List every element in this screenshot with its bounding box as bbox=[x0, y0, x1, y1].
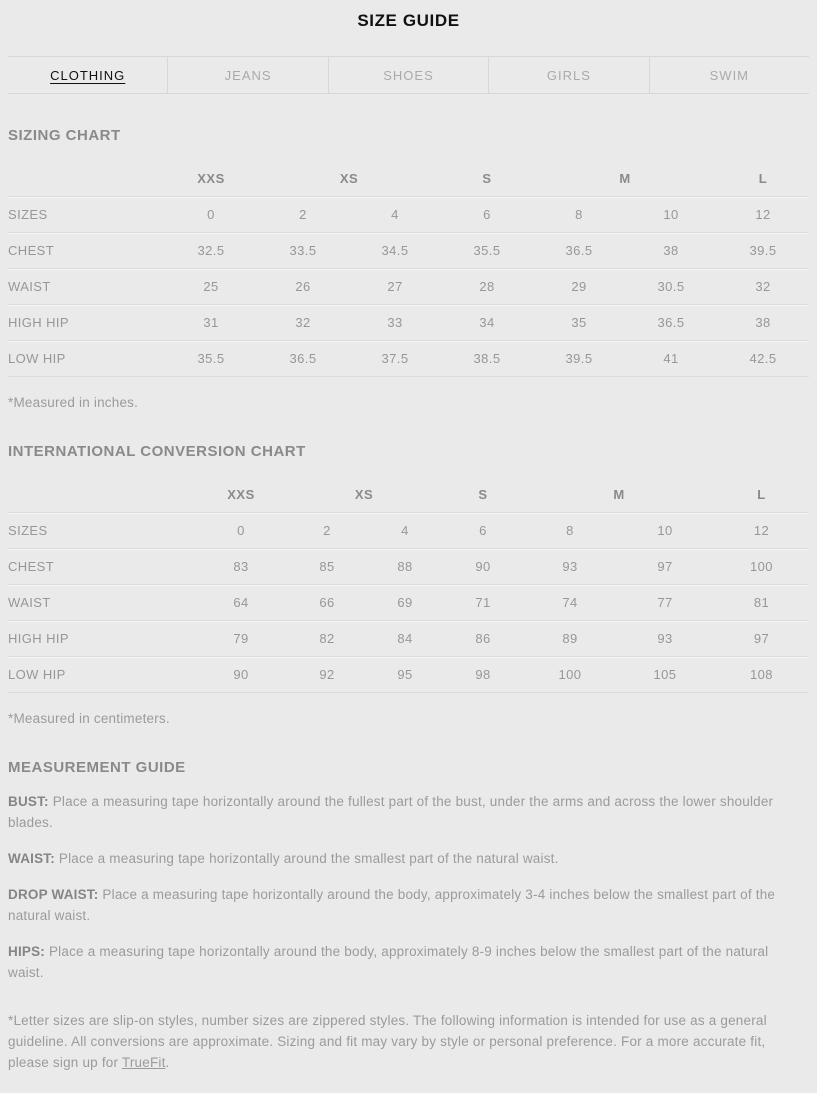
size-guide-tab-bar bbox=[8, 56, 809, 94]
cell-value: 35 bbox=[533, 305, 625, 341]
cell-value: 79 bbox=[196, 621, 286, 657]
cell-value: 12 bbox=[714, 513, 809, 549]
row-label: SIZES bbox=[8, 513, 196, 549]
cell-value: 0 bbox=[165, 197, 257, 233]
column-header-xs: XS bbox=[339, 170, 359, 186]
cell-value: 64 bbox=[196, 585, 286, 621]
cell-value: 34 bbox=[441, 305, 533, 341]
column-header-l: L bbox=[757, 486, 766, 502]
header-spacer bbox=[8, 160, 165, 197]
cell-value: 100 bbox=[524, 657, 616, 693]
cell-value: 34.5 bbox=[349, 233, 441, 269]
cell-value: 90 bbox=[442, 549, 524, 585]
cell-value: 2 bbox=[286, 513, 368, 549]
footer-disclaimer bbox=[8, 1010, 778, 1073]
table-row-low-hip bbox=[8, 657, 809, 693]
row-label: WAIST bbox=[8, 269, 165, 305]
guide-item-drop-waist bbox=[8, 884, 798, 926]
tab-girls[interactable]: GIRLS bbox=[488, 57, 648, 93]
cell-value: 66 bbox=[286, 585, 368, 621]
cell-value: 105 bbox=[616, 657, 714, 693]
column-header-s: S bbox=[482, 170, 492, 186]
guide-item-text: Place a measuring tape horizontally around the fullest part of the bust, under the arms and across the lower shoulder blades. bbox=[8, 794, 774, 830]
cell-value: 37.5 bbox=[349, 341, 441, 377]
cell-value: 8 bbox=[524, 513, 616, 549]
cell-value: 33.5 bbox=[257, 233, 349, 269]
cell-value: 42.5 bbox=[717, 341, 809, 377]
guide-item-text: Place a measuring tape horizontally around the smallest part of the natural waist. bbox=[58, 851, 559, 866]
cell-value: 93 bbox=[524, 549, 616, 585]
cell-value: 39.5 bbox=[717, 233, 809, 269]
guide-item-label: WAIST: bbox=[8, 851, 55, 866]
table-row-waist bbox=[8, 585, 809, 621]
tab-swim[interactable]: SWIM bbox=[649, 57, 809, 93]
cell-value: 25 bbox=[165, 269, 257, 305]
column-header-l: L bbox=[758, 170, 768, 186]
cell-value: 6 bbox=[441, 197, 533, 233]
header-spacer bbox=[8, 476, 196, 513]
row-label: CHEST bbox=[8, 233, 165, 269]
cell-value: 27 bbox=[349, 269, 441, 305]
cell-value: 32.5 bbox=[165, 233, 257, 269]
cell-value: 95 bbox=[368, 657, 442, 693]
cell-value: 10 bbox=[616, 513, 714, 549]
cell-value: 74 bbox=[524, 585, 616, 621]
tab-clothing[interactable]: CLOTHING bbox=[50, 67, 126, 83]
inches-footnote: *Measured in inches. bbox=[8, 395, 139, 410]
tab-jeans[interactable]: JEANS bbox=[167, 57, 327, 93]
cell-value: 81 bbox=[714, 585, 809, 621]
cell-value: 10 bbox=[625, 197, 717, 233]
cell-value: 31 bbox=[165, 305, 257, 341]
table-row-low-hip bbox=[8, 341, 809, 377]
centimeters-footnote: *Measured in centimeters. bbox=[8, 711, 170, 726]
cell-value: 36.5 bbox=[625, 305, 717, 341]
table-row-waist bbox=[8, 269, 809, 305]
table-row-sizes bbox=[8, 197, 809, 233]
cell-value: 36.5 bbox=[533, 233, 625, 269]
cell-value: 71 bbox=[442, 585, 524, 621]
guide-item-text: Place a measuring tape horizontally around the body, approximately 3-4 inches below the smallest part of the natural waist. bbox=[8, 887, 776, 923]
row-label: LOW HIP bbox=[8, 341, 165, 377]
cell-value: 83 bbox=[196, 549, 286, 585]
column-header-s: S bbox=[478, 486, 488, 502]
cell-value: 0 bbox=[196, 513, 286, 549]
cell-value: 89 bbox=[524, 621, 616, 657]
cell-value: 32 bbox=[717, 269, 809, 305]
cell-value: 108 bbox=[714, 657, 809, 693]
cell-value: 4 bbox=[368, 513, 442, 549]
row-label: HIGH HIP bbox=[8, 621, 196, 657]
cell-value: 85 bbox=[286, 549, 368, 585]
international-chart-heading: INTERNATIONAL CONVERSION CHART bbox=[8, 443, 306, 460]
cell-value: 12 bbox=[717, 197, 809, 233]
guide-item-label: BUST: bbox=[8, 794, 49, 809]
column-header-xxs: XXS bbox=[227, 486, 255, 502]
cell-value: 35.5 bbox=[165, 341, 257, 377]
table-header-row bbox=[8, 476, 809, 513]
cell-value: 38 bbox=[717, 305, 809, 341]
table-header-row bbox=[8, 160, 809, 197]
cell-value: 38 bbox=[625, 233, 717, 269]
cell-value: 8 bbox=[533, 197, 625, 233]
column-header-xs: XS bbox=[354, 486, 374, 502]
footer-text-end: . bbox=[165, 1055, 170, 1070]
cell-value: 90 bbox=[196, 657, 286, 693]
measurement-guide-heading: MEASUREMENT GUIDE bbox=[8, 759, 186, 776]
cell-value: 36.5 bbox=[257, 341, 349, 377]
cell-value: 38.5 bbox=[441, 341, 533, 377]
cell-value: 92 bbox=[286, 657, 368, 693]
cell-value: 26 bbox=[257, 269, 349, 305]
tab-shoes[interactable]: SHOES bbox=[328, 57, 488, 93]
cell-value: 82 bbox=[286, 621, 368, 657]
row-label: SIZES bbox=[8, 197, 165, 233]
cell-value: 88 bbox=[368, 549, 442, 585]
guide-item-label: HIPS: bbox=[8, 944, 46, 959]
sizing-chart-heading: SIZING CHART bbox=[8, 127, 121, 144]
table-row-chest bbox=[8, 549, 809, 585]
cell-value: 39.5 bbox=[533, 341, 625, 377]
row-label: WAIST bbox=[8, 585, 196, 621]
sizing-chart-table bbox=[8, 160, 809, 377]
cell-value: 93 bbox=[616, 621, 714, 657]
cell-value: 97 bbox=[616, 549, 714, 585]
truefit-link[interactable]: TrueFit bbox=[121, 1055, 166, 1070]
cell-value: 2 bbox=[257, 197, 349, 233]
guide-item-bust bbox=[8, 791, 798, 833]
table-row-high-hip bbox=[8, 621, 809, 657]
table-row-chest bbox=[8, 233, 809, 269]
cell-value: 33 bbox=[349, 305, 441, 341]
row-label: HIGH HIP bbox=[8, 305, 165, 341]
guide-item-text: Place a measuring tape horizontally around the body, approximately 8-9 inches below the smallest part of the natural waist. bbox=[8, 944, 769, 980]
table-row-high-hip bbox=[8, 305, 809, 341]
column-header-m: M bbox=[619, 170, 631, 186]
cell-value: 98 bbox=[442, 657, 524, 693]
cell-value: 6 bbox=[442, 513, 524, 549]
row-label: LOW HIP bbox=[8, 657, 196, 693]
cell-value: 29 bbox=[533, 269, 625, 305]
cell-value: 35.5 bbox=[441, 233, 533, 269]
cell-value: 77 bbox=[616, 585, 714, 621]
page-title: SIZE GUIDE bbox=[357, 11, 460, 30]
row-label: CHEST bbox=[8, 549, 196, 585]
table-row-sizes bbox=[8, 513, 809, 549]
guide-item-waist bbox=[8, 848, 798, 869]
guide-item-label: DROP WAIST: bbox=[8, 887, 99, 902]
cell-value: 28 bbox=[441, 269, 533, 305]
cell-value: 32 bbox=[257, 305, 349, 341]
cell-value: 4 bbox=[349, 197, 441, 233]
international-chart-table bbox=[8, 476, 809, 693]
column-header-m: M bbox=[613, 486, 625, 502]
cell-value: 84 bbox=[368, 621, 442, 657]
cell-value: 86 bbox=[442, 621, 524, 657]
column-header-xxs: XXS bbox=[197, 170, 225, 186]
cell-value: 100 bbox=[714, 549, 809, 585]
cell-value: 41 bbox=[625, 341, 717, 377]
guide-item-hips bbox=[8, 941, 798, 983]
cell-value: 30.5 bbox=[625, 269, 717, 305]
cell-value: 69 bbox=[368, 585, 442, 621]
cell-value: 97 bbox=[714, 621, 809, 657]
footer-text: *Letter sizes are slip-on styles, number sizes are zippered styles. The following information is intended for use as a general guideline. All conversions are approximate. Sizing and fit may vary by style or personal preference. For a more accurate fit, please sign up for bbox=[8, 1013, 767, 1070]
